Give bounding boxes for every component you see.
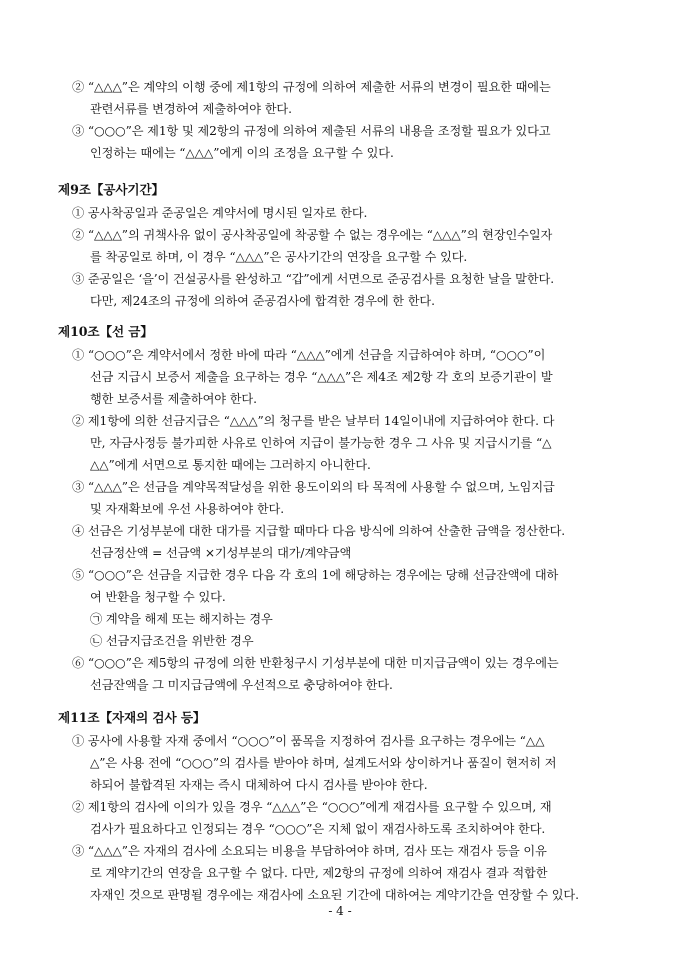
paragraph-line: ④ 선금은 기성부분에 대한 대가를 지급할 때마다 다음 방식에 의하여 산출한 금액을 정산한다. <box>72 524 566 538</box>
paragraph-line: 인정하는 때에는 “△△△”에게 이의 조정을 요구할 수 있다. <box>90 146 394 160</box>
paragraph-line: 하되어 불합격된 자재는 즉시 대체하여 다시 검사를 받아야 한다. <box>90 778 428 792</box>
paragraph-line: 선금 지급시 보증서 제출을 요구하는 경우 “△△△”은 제4조 제2항 각 호의 보증기관이 발 <box>90 370 553 384</box>
paragraph-line: ③ “○○○”은 제1항 및 제2항의 규정에 의하여 제출된 서류의 내용을 조정할 필요가 있다고 <box>72 124 551 138</box>
article-heading: 제9조【공사기간】 <box>58 182 165 197</box>
article-heading: 제10조【선 금】 <box>58 324 153 339</box>
page-number: - 4 - <box>328 904 352 918</box>
paragraph-line: 및 자재확보에 우선 사용하여야 한다. <box>90 502 284 516</box>
paragraph-line: ③ “△△△”은 선금을 계약목적달성을 위한 용도이외의 타 목적에 사용할 수 없으며, 노임지급 <box>72 480 555 494</box>
paragraph-line: ① 공사착공일과 준공일은 계약서에 명시된 일자로 한다. <box>72 206 368 220</box>
paragraph-line: 를 착공일로 하며, 이 경우 “△△△”은 공사기간의 연장을 요구할 수 있다. <box>90 250 468 264</box>
paragraph-line: 검사가 필요하다고 인정되는 경우 “○○○”은 지체 없이 재검사하도록 조치하여야 한다. <box>90 822 546 836</box>
paragraph-line: 행한 보증서를 제출하여야 한다. <box>90 392 257 406</box>
sub-item-line: ㉠ 계약을 해제 또는 해지하는 경우 <box>90 612 273 626</box>
paragraph-line: △”은 사용 전에 “○○○”의 검사를 받아야 하며, 설계도서와 상이하거나 품질이 현저히 저 <box>90 756 557 770</box>
paragraph-line: ⑥ “○○○”은 제5항의 규정에 의한 반환청구시 기성부분에 대한 미지급금액이 있는 경우에는 <box>72 656 559 670</box>
paragraph-line: ① “○○○”은 계약서에서 정한 바에 따라 “△△△”에게 선금을 지급하여야 하며, “○○○”이 <box>72 348 546 362</box>
paragraph-line: 다만, 제24조의 규정에 의하여 준공검사에 합격한 경우에 한 한다. <box>90 294 435 308</box>
paragraph-line: ② “△△△”은 계약의 이행 중에 제1항의 규정에 의하여 제출한 서류의 변경이 필요한 때에는 <box>72 80 551 94</box>
paragraph-line: ② “△△△”의 귀책사유 없이 공사착공일에 착공할 수 없는 경우에는 “△△△”의 현장인수일자 <box>72 228 553 242</box>
paragraph-line: 자재인 것으로 판명될 경우에는 재검사에 소요된 기간에 대하여는 계약기간을 연장할 수 있다. <box>90 888 579 902</box>
paragraph-line: ⑤ “○○○”은 선금을 지급한 경우 다음 각 호의 1에 해당하는 경우에는 당해 선금잔액에 대하 <box>72 568 559 582</box>
paragraph-line: ③ 준공일은 ‘을’이 건설공사를 완성하고 “갑”에게 서면으로 준공검사를 요청한 날을 말한다. <box>72 272 554 286</box>
article-heading: 제11조【자재의 검사 등】 <box>58 710 206 725</box>
sub-item-line: ㉡ 선금지급조건을 위반한 경우 <box>90 634 254 648</box>
paragraph-line: ② 제1항에 의한 선금지급은 “△△△”의 청구를 받은 날부터 14일이내에 지급하여야 한다. 다 <box>72 414 555 428</box>
paragraph-line: ① 공사에 사용할 자재 중에서 “○○○”이 품목을 지정하여 검사를 요구하는 경우에는 “△△ <box>72 734 545 748</box>
paragraph-line: 만, 자금사정등 불가피한 사유로 인하여 지급이 불가능한 경우 그 사유 및 지급시기를 “△ <box>90 436 552 450</box>
paragraph-line: 관련서류를 변경하여 제출하여야 한다. <box>90 102 292 116</box>
paragraph-line: △△”에게 서면으로 통지한 때에는 그러하지 아니한다. <box>90 458 371 472</box>
paragraph-line: ③ “△△△”은 자재의 검사에 소요되는 비용을 부담하여야 하며, 검사 또는 재검사 등을 이유 <box>72 844 547 858</box>
formula-line: 선금정산액 = 선금액 ×기성부분의 대가/계약금액 <box>90 546 352 560</box>
paragraph-line: 로 계약기간의 연장을 요구할 수 없다. 다만, 제2항의 규정에 의하여 재검사 결과 적합한 <box>90 866 548 880</box>
paragraph-line: 여 반환을 청구할 수 있다. <box>90 590 226 604</box>
paragraph-line: 선금잔액을 그 미지급금액에 우선적으로 충당하여야 한다. <box>90 678 393 692</box>
paragraph-line: ② 제1항의 검사에 이의가 있을 경우 “△△△”은 “○○○”에게 재검사를 요구할 수 있으며, 재 <box>72 800 552 814</box>
